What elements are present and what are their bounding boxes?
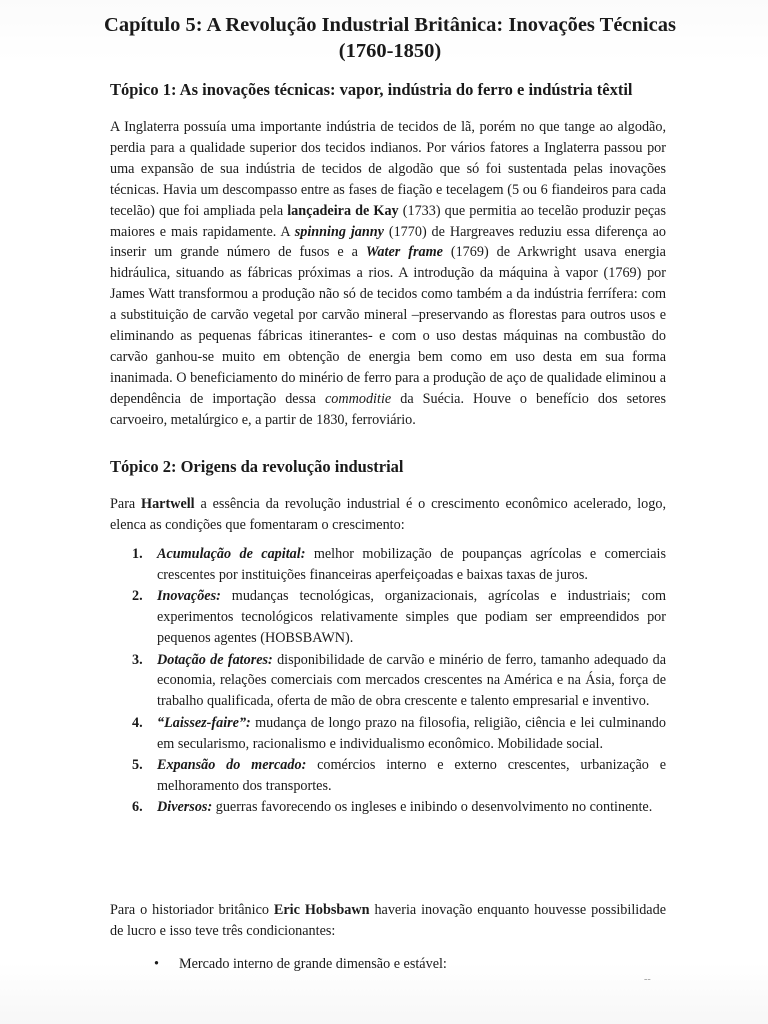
bold-italic-term-spinning-janny: spinning janny	[294, 223, 384, 240]
condition-item	[132, 755, 666, 797]
bold-name-hartwell: Hartwell	[141, 496, 195, 512]
bold-italic-term-water-frame: Water frame	[365, 244, 443, 261]
bullet-icon: •	[154, 956, 159, 972]
condition-term: Dotação de fatores:	[157, 651, 273, 668]
topic1-heading-lead: Tópico 1:	[110, 80, 177, 99]
condition-item	[132, 586, 666, 649]
condition-text: mudança de longo prazo na filosofia, religião, ciência e lei culminando em secularismo, racionalismo e individualismo econômico. Mobilidade social.	[157, 714, 666, 752]
text-run: da Suécia. Houve o benefício dos setores carvoeiro, metalúrgico e, a partir de 1830, ferroviário.	[110, 390, 666, 428]
chapter-title-lead: Capítulo 5:	[104, 14, 203, 36]
condition-term: Expansão do mercado:	[157, 757, 307, 774]
condition-number: 4.	[132, 714, 143, 731]
text-run: Para o historiador britânico	[110, 902, 274, 918]
condition-text: mudanças tecnológicas, organizacionais, agrícolas e industriais; com experimentos tecnológicos relativamente simples que podiam ser empreendidos por pequenos agentes (HOBSBAWN).	[157, 588, 666, 647]
conditions-bullet-list	[152, 954, 652, 975]
condition-item	[132, 797, 666, 818]
condition-number: 3.	[132, 651, 143, 668]
hobsbawn-paragraph	[110, 900, 666, 942]
text-run: (1733) que permitia ao tecelão produzir peças maiores e mais rapidamente. A	[110, 202, 666, 240]
topic2-heading-text: Origens da revolução industrial	[176, 457, 404, 476]
condition-term: Inovações:	[157, 588, 221, 605]
topic1-heading	[110, 80, 700, 100]
condition-number: 1.	[132, 546, 143, 562]
chapter-title-text: A Revolução Industrial Britânica: Inovações Técnicas (1760-1850)	[202, 14, 676, 62]
topic1-heading-text: As inovações técnicas: vapor, indústria do ferro e indústria têxtil	[176, 80, 633, 99]
topic1-paragraph	[110, 117, 666, 431]
topic2-heading-lead: Tópico 2:	[110, 457, 177, 476]
condition-text: disponibilidade de carvão e minério de ferro, tamanho adequado da economia, relações comerciais com mercados crescentes na América e na Ásia, força de trabalho qualificada, oferta de mão de obra crescente e talento empresarial e inventivo.	[157, 651, 666, 710]
text-run: (1769) de Arkwright usava energia hidráulica, situando as fábricas próximas a rios. A introdução da máquina à vapor (1769) por James Watt transformou a produção não só de tecidos como também a da indústria ferrífera: com a substituição de carvão vegetal por carvão mineral –preservando as florestas para outros usos e eliminando as pequenas fábricas itinerantes- e com o uso destas máquinas na combustão do carvão ganhou-se muito em obtenção de energia bem como em uso desta em sua forma inanimada. O beneficiamento do minério de ferro para a produção de aço de qualidade eliminou a dependência de importação dessa	[110, 244, 666, 407]
condition-text: guerras favorecendo os ingleses e inibindo o desenvolvimento no continente.	[212, 799, 653, 816]
text-run: (1770) de Hargreaves reduziu essa diferença ao inserir um grande número de fusos e a	[110, 223, 666, 261]
bold-name-eric-hobsbawn: Eric Hobsbawn	[273, 902, 370, 918]
condition-term: Acumulação de capital:	[157, 546, 306, 562]
condition-text: melhor mobilização de poupanças agrícolas e comerciais crescentes por instituições financeiras aperfeiçoadas e baixas taxas de juros.	[157, 546, 666, 583]
condition-text: comércios interno e externo crescentes, urbanização e melhoramento dos transportes.	[157, 757, 666, 794]
condition-number: 6.	[132, 799, 143, 816]
text-run: a essência da revolução industrial é o crescimento econômico acelerado, logo, elenca as condições que fomentaram o crescimento:	[110, 496, 667, 533]
bold-term-lancadeira: lançadeira de Kay	[287, 202, 399, 219]
condition-item	[132, 544, 666, 586]
page-number: --	[644, 974, 651, 985]
text-run: A Inglaterra possuía uma importante indústria de tecidos de lã, porém no que tange ao algodão, perdia para a qualidade superior dos tecidos indianos. Por vários fatores a Inglaterra passou por uma expansão de sua indústria de tecidos de algodão que só foi sustentada pelas inovações técnicas. Havia um descompasso entre as fases de fiação e tecelagem (5 ou 6 fiandeiros para cada tecelão) que foi ampliada pela	[110, 119, 666, 219]
condition-term: Diversos:	[157, 799, 213, 816]
condition-item	[132, 650, 666, 713]
condition-number: 5.	[132, 757, 143, 774]
condition-item	[132, 713, 666, 755]
text-run: haveria inovação enquanto houvesse possibilidade de lucro e isso teve três condicionantes:	[110, 902, 666, 939]
bullet-item	[152, 954, 652, 975]
chapter-title	[90, 12, 690, 64]
conditions-list	[132, 544, 666, 819]
topic2-heading	[110, 457, 700, 477]
condition-term: “Laissez-faire”:	[157, 714, 251, 731]
bullet-text: Mercado interno de grande dimensão e estável:	[179, 956, 447, 972]
italic-term-commoditie: commoditie	[324, 390, 392, 407]
text-run: Para	[110, 496, 142, 512]
topic2-intro-paragraph	[110, 494, 666, 536]
condition-number: 2.	[132, 588, 143, 605]
